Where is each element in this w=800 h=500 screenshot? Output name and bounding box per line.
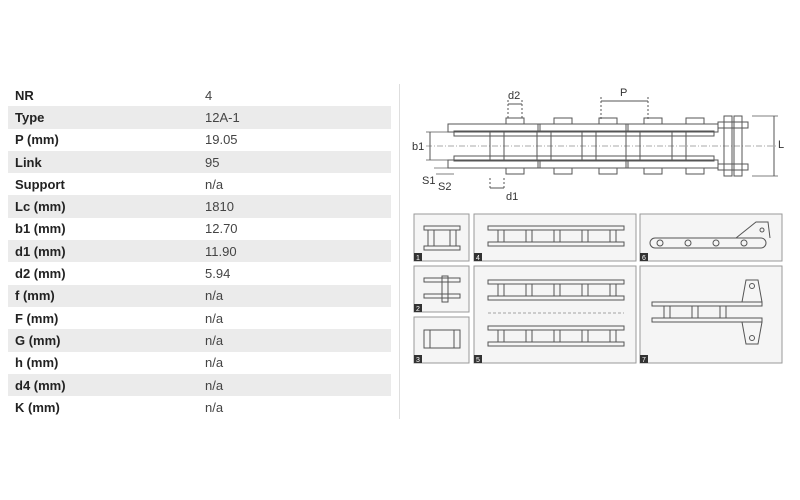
spec-row-h [8,352,391,374]
spec-value: 12.70 [205,221,238,237]
spec-table [8,84,391,418]
thumbnail-frame [640,266,782,363]
spec-row-link [8,151,391,173]
label-d2: d2 [508,90,521,102]
spec-row-nr [8,84,391,106]
chain-technical-drawing [406,80,796,370]
thumbnail-frame [414,214,469,261]
thumbnail-7 [640,266,782,364]
spec-row-d2 [8,262,391,284]
pin-head [506,118,524,124]
label-d1: d1 [506,191,519,203]
spec-row-d4 [8,374,391,396]
thumbnail-1 [414,214,469,262]
thumbnail-frame [474,266,636,363]
label-l: L [778,139,785,151]
pin-head [599,118,617,124]
spec-label: d4 (mm) [15,377,66,393]
thumbnail-number: 3 [416,357,420,364]
pin-head [506,168,524,174]
spec-label: F (mm) [15,310,59,326]
spec-value: 1810 [205,199,234,215]
pin-head [686,118,704,124]
thumbnail-number: 1 [416,255,420,262]
spec-row-f-upper [8,307,391,329]
spec-value: n/a [205,399,224,415]
thumbnail-5 [474,266,636,364]
thumbnail-3 [414,317,469,364]
pin-head [644,168,662,174]
spec-label: Lc (mm) [15,199,66,215]
thumbnail-6 [640,214,782,262]
label-p: P [620,87,628,99]
spec-label: h (mm) [15,355,59,371]
spec-row-support [8,173,391,195]
spec-label: Link [15,154,42,170]
spec-value: n/a [205,310,224,326]
spec-value: 95 [205,154,220,170]
thumbnail-2 [414,266,469,313]
spec-label: Support [15,176,65,192]
spec-row-g [8,329,391,351]
thumbnail-number: 2 [416,306,420,313]
pin-head [644,118,662,124]
spec-value: n/a [205,355,224,371]
label-s2: S2 [438,181,452,193]
spec-value: 12A-1 [205,109,240,125]
thumbnail-number: 5 [476,357,480,364]
label-s1: S1 [422,175,436,187]
main-chain-drawing [412,87,784,203]
spec-value: n/a [205,288,224,304]
end-pin [718,164,748,170]
spec-label: d2 (mm) [15,266,66,282]
spec-row-b1 [8,218,391,240]
spec-label: P (mm) [15,132,59,148]
thumbnail-number: 4 [476,255,480,262]
spec-value: n/a [205,332,224,348]
pin-head [554,168,572,174]
spec-value: 4 [205,87,213,103]
section-divider [399,84,400,419]
pin-head [554,118,572,124]
spec-value: 11.90 [205,243,237,259]
spec-row-p [8,129,391,151]
spec-label: f (mm) [15,288,55,304]
spec-row-lc [8,195,391,217]
pin-head [599,168,617,174]
spec-label: NR [15,87,34,103]
thumbnail-4 [474,214,636,262]
spec-row-k [8,396,391,418]
spec-row-d1 [8,240,391,262]
spec-label: K (mm) [15,399,60,415]
pin-head [686,168,704,174]
spec-value: n/a [205,377,224,393]
end-pin [718,122,748,128]
spec-row-f-lower [8,285,391,307]
spec-label: Type [15,109,45,125]
spec-value: 19.05 [205,132,238,148]
thumbnail-frame [414,317,469,363]
label-b1: b1 [412,141,425,153]
spec-label: G (mm) [15,332,61,348]
spec-row-type [8,106,391,128]
spec-label: b1 (mm) [15,221,66,237]
thumbnail-number: 7 [642,357,646,364]
spec-value: 5.94 [205,266,231,282]
spec-label: d1 (mm) [15,243,66,259]
thumbnail-number: 6 [642,255,646,262]
spec-value: n/a [205,176,224,192]
